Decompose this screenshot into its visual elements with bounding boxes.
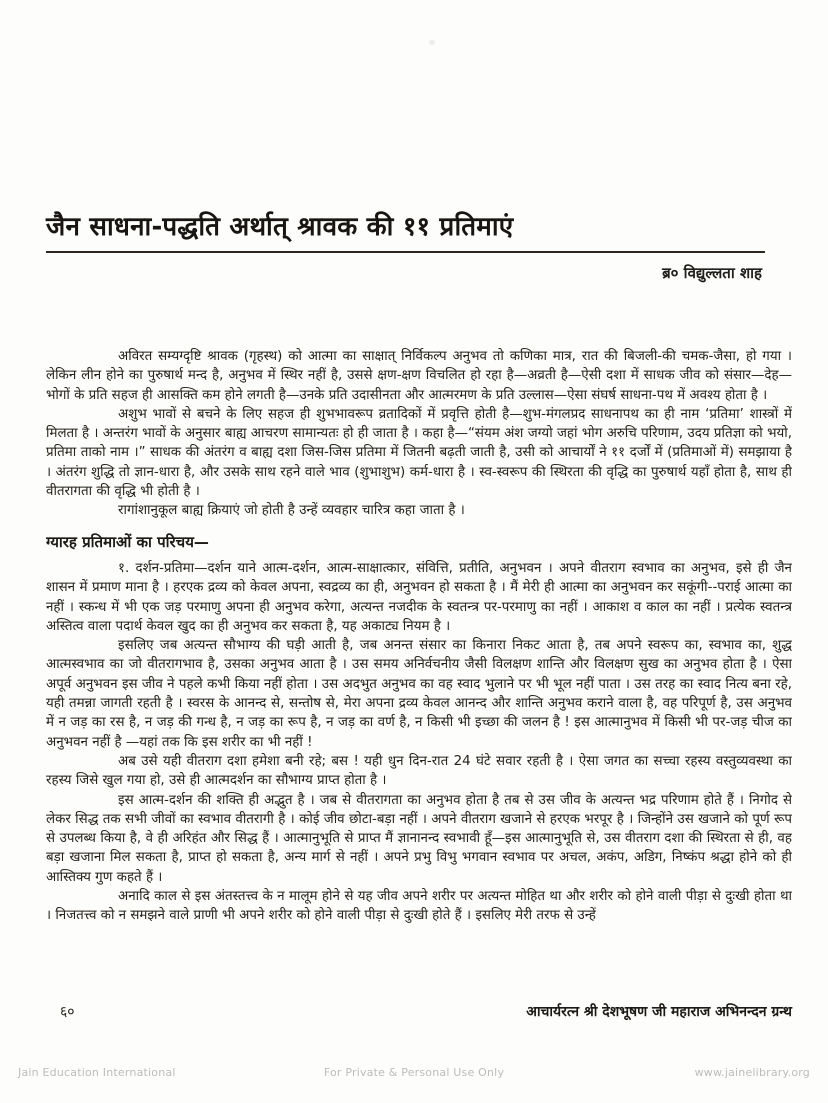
paragraph-darshan-pratima-2: इसलिए जब अत्यन्त सौभाग्य की घड़ी आती है, जब अनन्त संसार का किनारा निकट आता है, तब अपने स्वरूप का, स्वभाव का, शुद्ध आत्मस्वभाव का जो वीतरागभाव है, उसका अनुभव आता है । उस समय अनिर्वचनीय जैसी विलक्षण शान्ति और विलक्षण सुख का अनुभव होता है । ऐसा अपूर्व अनुभवन इस जीव ने पहले कभी किया नहीं होता । उस अदभुत अनुभव का वह स्वाद भुलाने पर भी भूल नहीं पाता । उस तरह का स्वाद नित्य बना रहे, यही तमन्ना जागती रहती है । स्वरस के आनन्द से, सन्तोष से, मेरा अपना द्रव्य केवल आनन्द और शान्ति अनुभव कराने वाला है, वह परिपूर्ण है, उस अनुभव में न जड़ का रस है, न जड़ की गन्ध है, न जड़ का रूप है, न जड़ का वर्ण है, न किसी भी इच्छा की जलन है ! इस आत्मानुभव में किसी भी पर-जड़ चीज का अनुभवन नहीं है —यहां तक कि इस शरीर का भी नहीं ! (46, 638, 792, 750)
paragraph-darshan-pratima-1: १. दर्शन-प्रतिमा—दर्शन याने आत्म-दर्शन, आत्म-साक्षात्कार, संवित्ति, प्रतीति, अनुभवन । अपने वीतराग स्वभाव का अनुभव, इसे ही जैन शासन में प्रमाण माना है । हरएक द्रव्य को केवल अपना, स्वद्रव्य का ही, अनुभवन हो सकता है । मैं मेरी ही आत्मा का अनुभवन कर सकूंगी--पराई आत्मा का नहीं । स्कन्ध में भी एक जड़ परमाणु अपना ही अनुभव करेगा, अत्यन्त नजदीक के स्वतन्त्र पर-परमाणु का नहीं । आकाश व काल का नहीं । प्रत्येक स्वतन्त्र अस्तित्व वाला पदार्थ केवल खुद का ही अनुभव कर सकता है, यह अकाट्य नियम है । (46, 560, 792, 634)
usage-notice: For Private & Personal Use Only (323, 1066, 505, 1079)
paragraph-darshan-pratima-5: अनादि काल से इस अंतस्तत्त्व के न मालूम होने से यह जीव अपने शरीर पर अत्यन्त मोहित था और शरीर को होने वाली पीड़ा से दुःखी होता था । निजतत्त्व को न समझने वाले प्राणी भी अपने शरीर को होने वाली पीड़ा से दुःखी होते हैं । इसलिए मेरी तरफ से उन्हें (46, 889, 792, 924)
author-byline: ब्र० विद्युल्लता शाह (662, 264, 762, 282)
paragraph-darshan-pratima-4: इस आत्म-दर्शन की शक्ति ही अद्भुत है । जब से वीतरागता का अनुभव होता है तब से उस जीव के अत्यन्त भद्र परिणाम होते हैं । निगोद से लेकर सिद्ध तक सभी जीवों का स्वभाव वीतरागी है । कोई जीव छोटा-बड़ा नहीं । अपने वीतराग खजाने से हरएक भरपूर है । जिन्होंने उस खजाने को पूर्ण रूप से उपलब्ध किया है, वे ही अरिहंत और सिद्ध हैं । आत्मानुभूति से प्राप्त मैं ज्ञानानन्द स्वभावी हूँ—इस आत्मानुभूति से, उस वीतराग दशा की स्थिरता से ही, वह बड़ा खजाना मिल सकता है, प्राप्त हो सकता है, अन्य मार्ग से नहीं । अपने प्रभु विभु भगवान स्वभाव पर अचल, अकंप, अडिग, निष्कंप श्रद्धा होने को ही आस्तिक्य गुण कहते हैं । (46, 792, 792, 885)
library-website-text: www.jainelibrary.org (694, 1066, 810, 1079)
title-divider-rule (46, 251, 765, 253)
book-title-running-footer: आचार्यरत्न श्री देशभूषण जी महाराज अभिनन्दन ग्रन्थ (526, 1004, 792, 1020)
article-title: जैन साधना-पद्धति अर्थात् श्रावक की ११ प्रतिमाएं (46, 212, 514, 242)
article-header (46, 210, 790, 283)
digitization-credit-bar (18, 1066, 810, 1079)
paragraph-intro-3: रागांशानुकूल बाह्य क्रियाएं जो होती है उन्हें व्यवहार चारित्र कहा जाता है । (118, 503, 465, 519)
publisher-credit: Jain Education International (18, 1066, 176, 1079)
page-footer (46, 1002, 792, 1021)
page-number: ६० (60, 1004, 75, 1020)
paragraph-darshan-pratima-3: अब उसे यही वीतराग दशा हमेशा बनी रहे; बस ! यही धुन दिन-रात 24 घंटे सवार रहती है । ऐसा जगत का सच्चा रहस्य वस्तुव्यवस्था का रहस्य जिसे खुल गया हो, उसे ही आत्मदर्शन का सौभाग्य प्राप्त होता है । (46, 753, 792, 789)
section-heading-eleven-pratimas: ग्यारह प्रतिमाओं का परिचय— (46, 532, 209, 551)
scan-artifact-speck (429, 40, 435, 45)
paragraph-intro-2: अशुभ भावों से बचने के लिए सहज ही शुभभावरूप व्रतादिकों में प्रवृत्ति होती है—शुभ-मंगलप्रद साधनापथ का ही नाम ‘प्रतिमा’ शास्त्रों में मिलता है । अन्तरंग भावों के अनुसार बाह्य आचरण सामान्यतः हो ही जाता है । कहा है—“संयम अंश जग्यो जहां भोग अरुचि परिणाम, उदय प्रतिज्ञा को भयो, प्रतिमा ताको नाम ।” साधक की अंतरंग व बाह्य दशा जिस-जिस प्रतिमा में जितनी बढ़ती जाती है, उसी को आचार्यों ने ११ दर्जों में (प्रतिमाओं में) समझाया है । अंतरंग शुद्धि तो ज्ञान-धारा है, और उसके साथ रहने वाले भाव (शुभाशुभ) कर्म-धारा है । स्व-स्वरूप की स्थिरता की वृद्धि का पुरुषार्थ यहाँ होता है, साथ ही वीतरागता की वृद्धि भी होती है । (46, 406, 792, 500)
paragraph-intro-1: अविरत सम्यग्दृष्टि श्रावक (गृहस्थ) को आत्मा का साक्षात् निर्विकल्प अनुभव तो कणिका मात्र, रात की बिजली-की चमक-जैसा, हो गया । लेकिन लीन होने का पुरुषार्थ मन्द है, अनुभव में स्थिर नहीं है, उससे क्षण-क्षण विचलित हो रहा है—अव्रती है—ऐसी दशा में साधक जीव को संसार—देह—भोगों के प्रति सहज ही आसक्ति कम होने लगती है—उनके प्रति उदासीनता और आत्मरमण के प्रति उल्लास—ऐसा संघर्ष साधना-पथ में अवश्य होता है । (46, 349, 792, 403)
article-body (46, 347, 792, 997)
